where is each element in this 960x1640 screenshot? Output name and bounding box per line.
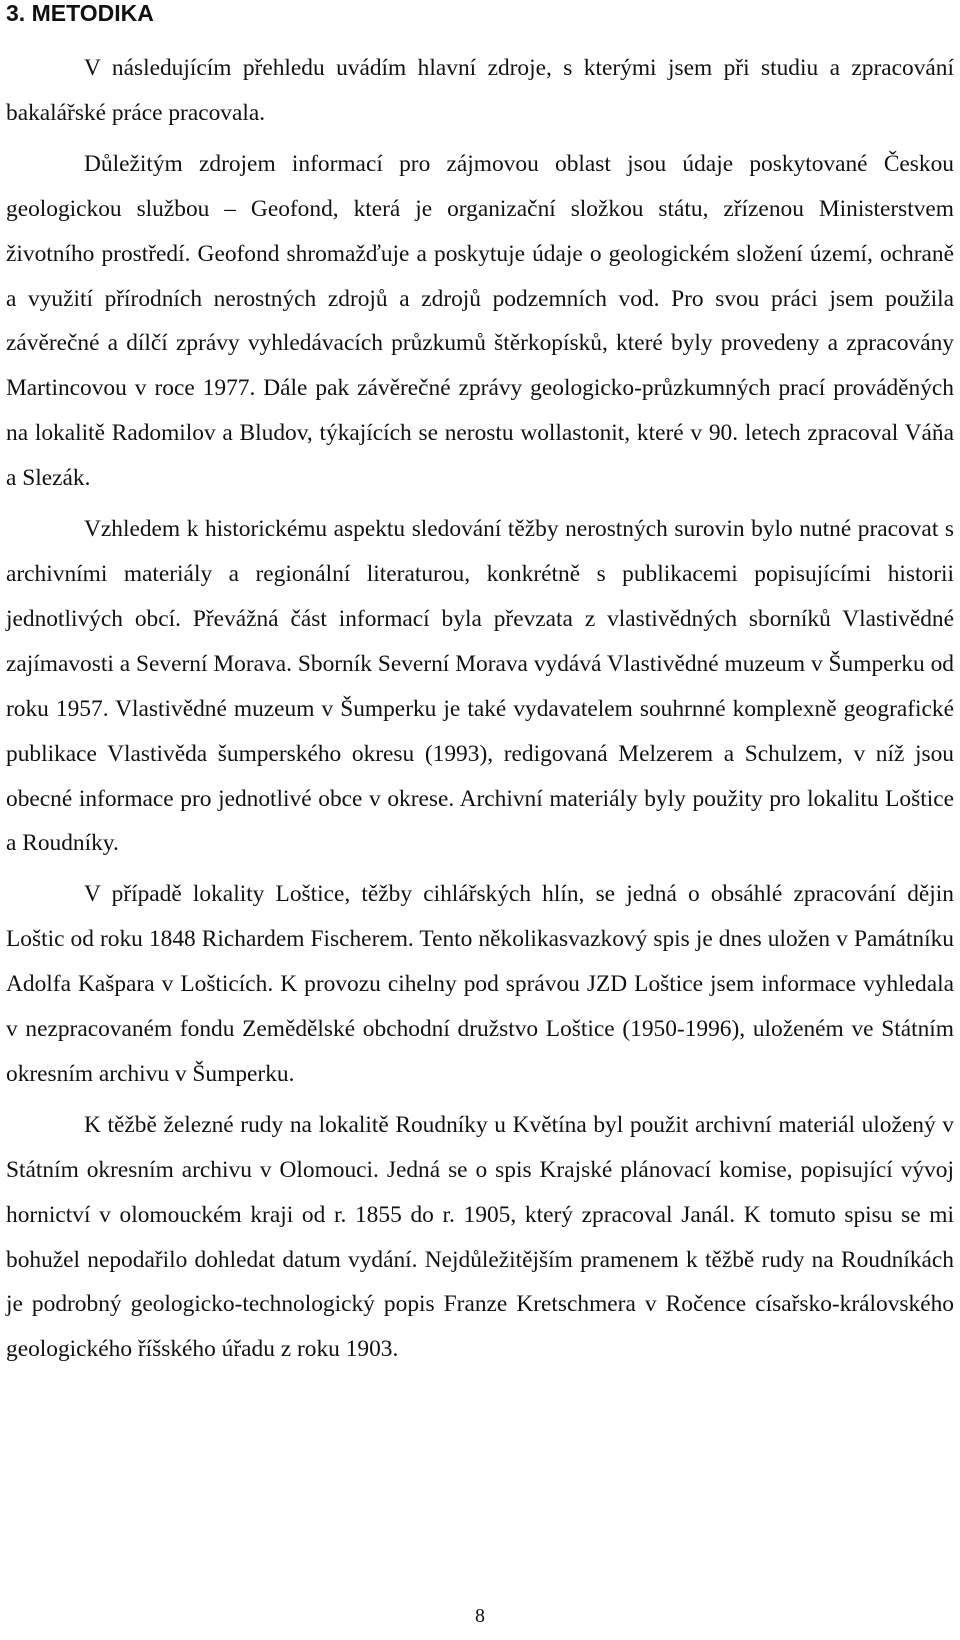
paragraph-roudniky: K těžbě železné rudy na lokalitě Roudníky u Květína byl použit archivní materiál uložený v Státním okresním archivu v Olomouci. Jedná se o spis Krajské plánovací komise, popisující vývoj hornictví v olomouckém kraji od r. 1855 do r. 1905, který zpracoval Janál. K tomuto spisu se mi bohužel nepodařilo dohledat datum vydání. Nejdůležitějším pramenem k těžbě rudy na Roudníkách je podrobný geologicko-technologický popis Franze Kretschmera v Ročence císařsko-královského geologického říšského úřadu z roku 1903.	[6, 1111, 954, 1363]
body-text	[6, 46, 954, 1372]
document-page	[6, 0, 954, 1640]
paragraph-lostice: V případě lokality Loštice, těžby cihlářských hlín, se jedná o obsáhlé zpracování dějin Loštic od roku 1848 Richardem Fischerem. Tento několikasvazkový spis je dnes uložen v Památníku Adolfa Kašpara v Lošticích. K provozu cihelny pod správou JZD Loštice jsem informace vyhledala v nezpracovaném fondu Zemědělské obchodní družstvo Loštice (1950-1996), uloženém ve Státním okresním archivu v Šumperku.	[6, 881, 954, 1087]
section-heading: 3. METODIKA	[6, 0, 154, 26]
paragraph-historical-aspect: Vzhledem k historickému aspektu sledování těžby nerostných surovin bylo nutné pracovat s archivními materiály a regionální literaturou, konkrétně s publikacemi popisujícími historii jednotlivých obcí. Převážná část informací byla převzata z vlastivědných sborníků Vlastivědné zajímavosti a Severní Morava. Sborník Severní Morava vydává Vlastivědné muzeum v Šumperku od roku 1957. Vlastivědné muzeum v Šumperku je také vydavatelem souhrnné komplexně geografické publikace Vlastivěda šumperského okresu (1993), redigovaná Melzerem a Schulzem, v níž jsou obecné informace pro jednotlivé obce v okrese. Archivní materiály byly použity pro lokalitu Loštice a Roudníky.	[6, 516, 954, 857]
paragraph-geofond: Důležitým zdrojem informací pro zájmovou oblast jsou údaje poskytované Českou geologickou službou – Geofond, která je organizační složkou státu, zřízenou Ministerstvem životního prostředí. Geofond shromažďuje a poskytuje údaje o geologickém složení území, ochraně a využití přírodních nerostných zdrojů a zdrojů podzemních vod. Pro svou práci jsem použila závěrečné a dílčí zprávy vyhledávacích průzkumů štěrkopísků, které byly provedeny a zpracovány Martincovou v roce 1977. Dále pak závěrečné zprávy geologicko-průzkumných prací prováděných na lokalitě Radomilov a Bludov, týkajících se nerostu wollastonit, které v 90. letech zpracoval Váňa a Slezák.	[6, 150, 954, 492]
page-number: 8	[475, 1605, 485, 1627]
paragraph-intro: V následujícím přehledu uvádím hlavní zdroje, s kterými jsem při studiu a zpracování bakalářské práce pracovala.	[6, 55, 954, 126]
